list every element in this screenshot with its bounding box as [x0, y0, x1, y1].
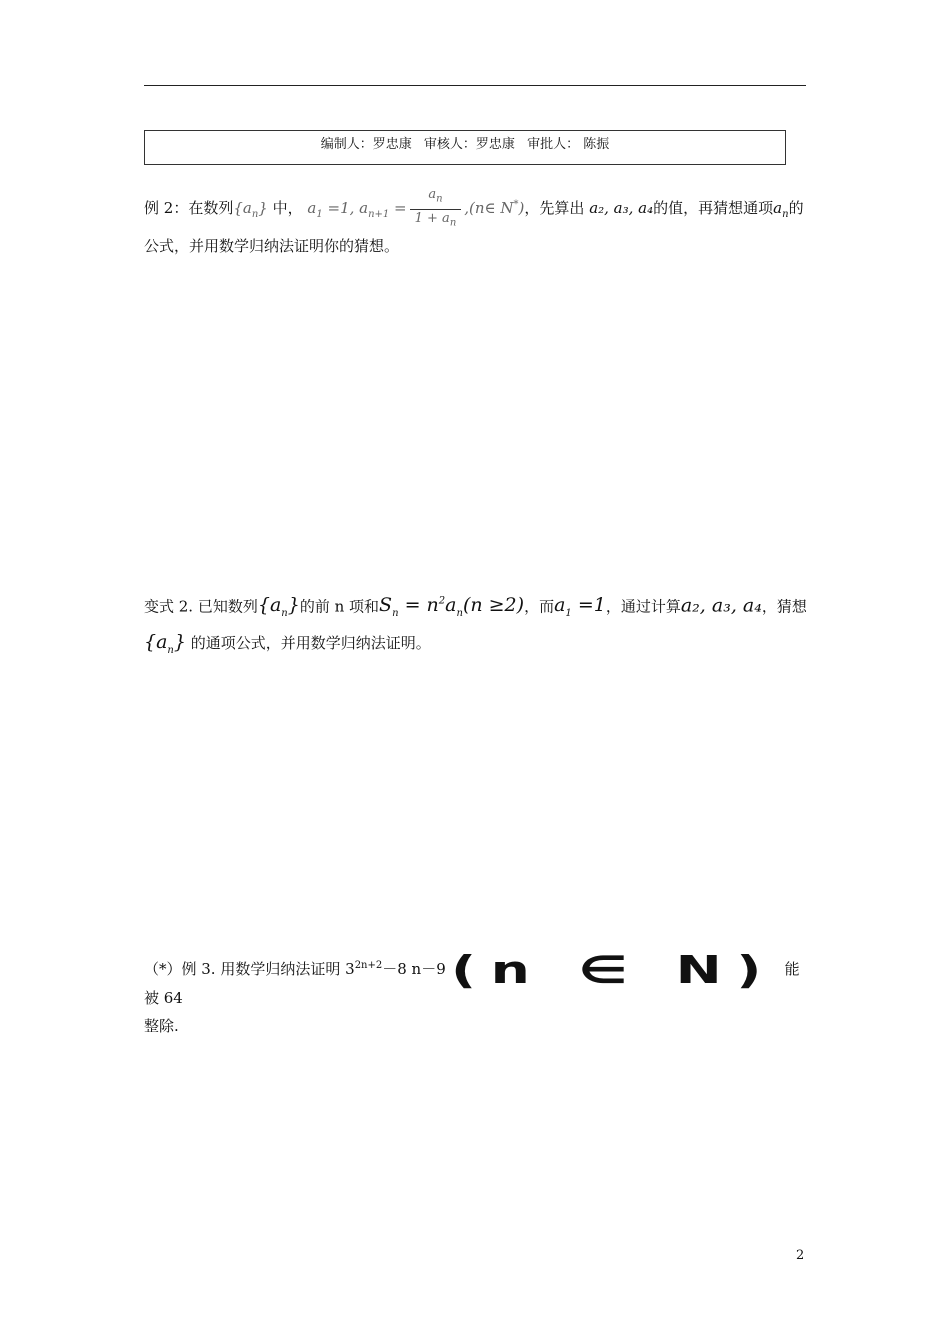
domain-condition: (n ∈ N) [450, 948, 776, 992]
terms-list: a₂, a₃, a₄ [589, 199, 654, 218]
example-3: （*）例 3. 用数学归纳法证明 $3^{2n+2}-8$ n－9 (n ∈ N) 能被 64 整除. [144, 948, 800, 1035]
sum-formula: $S_n = n^2a_n(n \ge 2)$ [379, 594, 525, 620]
editor-label: 编制人：罗忠康 [320, 137, 412, 152]
editor-info-box [144, 130, 786, 165]
example-3-label: （*）例 3. [144, 960, 216, 978]
variant-2: 变式 2. 已知数列$\{a_n\}$的前 n 项和$S_n = n^2a_n(n \ge 2)$，而$a_1 =1$，通过计算a₂, a₃, a₄，猜想 $\{a_n\}$ 的通项公式，并用数学归纳法证明。 [144, 594, 807, 656]
initial-value: $a_1 =1$ [554, 594, 606, 620]
sequence-notation: $\{a_n\}$ [257, 594, 300, 620]
sequence-notation: $\{a_n\}$ [233, 199, 268, 221]
general-term: $a_n$ [773, 199, 789, 221]
terms-list: a₂, a₃, a₄ [680, 594, 762, 617]
reviewer-label: 审核人：罗忠康 [423, 137, 515, 152]
variant-2-label: 变式 2. [144, 597, 194, 616]
page-number: 2 [796, 1248, 805, 1263]
fraction: $\frac{a_n}{1 + a_n}$ [410, 186, 462, 232]
approver-label: 审批人： 陈振 [527, 137, 610, 152]
header-rule [144, 85, 806, 86]
example-2-label: 例 2 [144, 199, 174, 218]
recurrence-formula: $a_1 =1$, $a_{n+1}$ = $\frac{a_n}{1 + a_n}$ ,(n∈ N*) [307, 199, 524, 217]
example-2: 例 2：在数列$\{a_n\}$ 中， $a_1 =1$, $a_{n+1}$ = $\frac{a_n}{1 + a_n}$ ,(n∈ N*)，先算出 a₂, a₃, a₄的值，再猜想通项$a_n$的公式，并用数学归纳法证明你的猜想。 [144, 187, 804, 256]
sequence-notation-2: $\{a_n\}$ [144, 631, 186, 656]
